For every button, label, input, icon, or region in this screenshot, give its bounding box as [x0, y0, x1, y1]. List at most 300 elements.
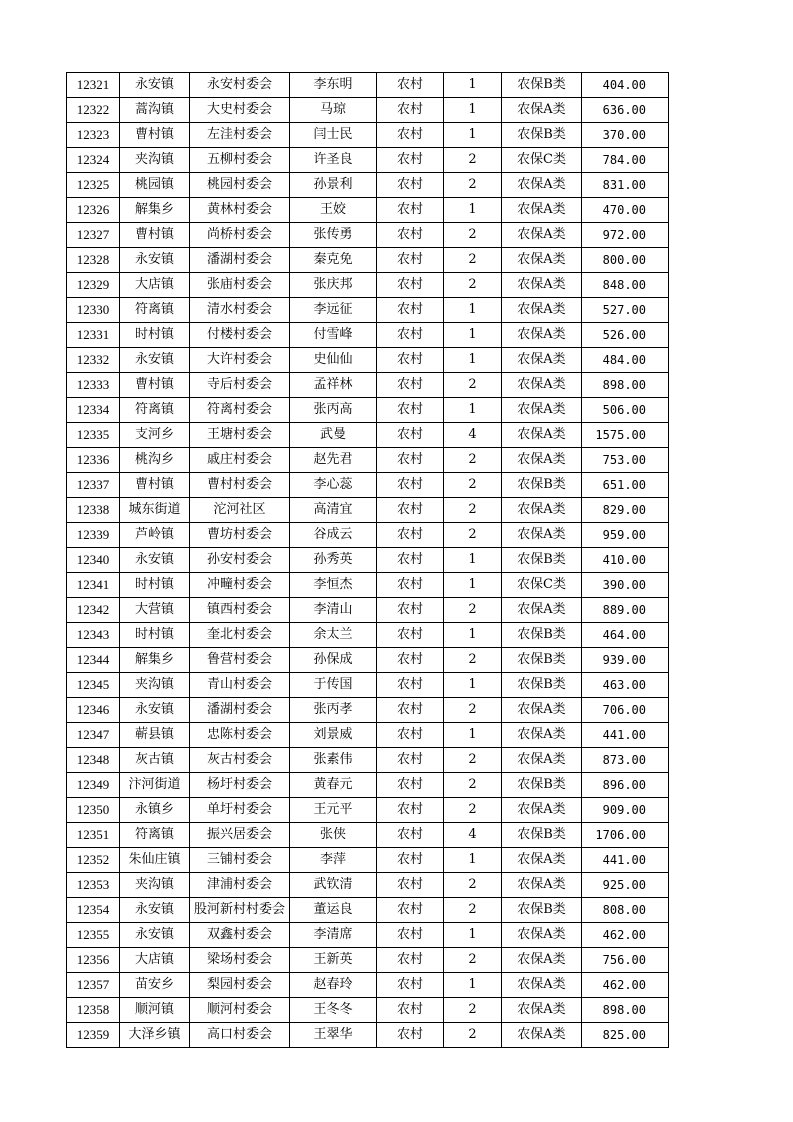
- village-committee-cell: 永安村委会: [190, 73, 290, 98]
- person-name-cell: 孙秀英: [290, 548, 377, 573]
- household-count-cell: 2: [444, 798, 502, 823]
- area-type-cell: 农村: [377, 198, 444, 223]
- row-id-cell: 12340: [67, 548, 120, 573]
- household-count-cell: 2: [444, 523, 502, 548]
- person-name-cell: 王姣: [290, 198, 377, 223]
- village-committee-cell: 梁场村委会: [190, 948, 290, 973]
- table-row: [67, 973, 669, 998]
- village-committee-cell: 戚庄村委会: [190, 448, 290, 473]
- village-committee-cell: 杨圩村委会: [190, 773, 290, 798]
- insurance-category-cell: 农保A类: [502, 598, 582, 623]
- row-id-cell: 12352: [67, 848, 120, 873]
- town-cell: 夹沟镇: [120, 873, 190, 898]
- town-cell: 汴河街道: [120, 773, 190, 798]
- row-id-cell: 12348: [67, 748, 120, 773]
- table-row: [67, 698, 669, 723]
- table-row: [67, 798, 669, 823]
- amount-cell: 825.00: [582, 1023, 669, 1048]
- area-type-cell: 农村: [377, 673, 444, 698]
- town-cell: 符离镇: [120, 398, 190, 423]
- area-type-cell: 农村: [377, 423, 444, 448]
- household-count-cell: 2: [444, 248, 502, 273]
- amount-cell: 470.00: [582, 198, 669, 223]
- person-name-cell: 李清山: [290, 598, 377, 623]
- town-cell: 符离镇: [120, 298, 190, 323]
- household-count-cell: 2: [444, 273, 502, 298]
- household-count-cell: 2: [444, 748, 502, 773]
- person-name-cell: 马琼: [290, 98, 377, 123]
- table-row: [67, 323, 669, 348]
- area-type-cell: 农村: [377, 448, 444, 473]
- row-id-cell: 12343: [67, 623, 120, 648]
- amount-cell: 972.00: [582, 223, 669, 248]
- insurance-category-cell: 农保C类: [502, 573, 582, 598]
- village-committee-cell: 付楼村委会: [190, 323, 290, 348]
- town-cell: 永镇乡: [120, 798, 190, 823]
- amount-cell: 808.00: [582, 898, 669, 923]
- village-committee-cell: 镇西村委会: [190, 598, 290, 623]
- village-committee-cell: 沱河社区: [190, 498, 290, 523]
- insurance-category-cell: 农保B类: [502, 898, 582, 923]
- insurance-category-cell: 农保B类: [502, 673, 582, 698]
- insurance-category-cell: 农保A类: [502, 923, 582, 948]
- table-row: [67, 473, 669, 498]
- amount-cell: 939.00: [582, 648, 669, 673]
- table-row: [67, 123, 669, 148]
- village-committee-cell: 股河新村村委会: [190, 898, 290, 923]
- town-cell: 曹村镇: [120, 373, 190, 398]
- area-type-cell: 农村: [377, 223, 444, 248]
- area-type-cell: 农村: [377, 898, 444, 923]
- row-id-cell: 12322: [67, 98, 120, 123]
- table-row: [67, 898, 669, 923]
- village-committee-cell: 桃园村委会: [190, 173, 290, 198]
- row-id-cell: 12354: [67, 898, 120, 923]
- town-cell: 夹沟镇: [120, 148, 190, 173]
- insurance-category-cell: 农保B类: [502, 648, 582, 673]
- table-row: [67, 148, 669, 173]
- town-cell: 永安镇: [120, 248, 190, 273]
- insurance-category-cell: 农保A类: [502, 248, 582, 273]
- area-type-cell: 农村: [377, 748, 444, 773]
- insurance-category-cell: 农保A类: [502, 798, 582, 823]
- person-name-cell: 赵先君: [290, 448, 377, 473]
- row-id-cell: 12324: [67, 148, 120, 173]
- person-name-cell: 王冬冬: [290, 998, 377, 1023]
- area-type-cell: 农村: [377, 498, 444, 523]
- row-id-cell: 12333: [67, 373, 120, 398]
- household-count-cell: 2: [444, 173, 502, 198]
- amount-cell: 390.00: [582, 573, 669, 598]
- amount-cell: 959.00: [582, 523, 669, 548]
- table-row: [67, 723, 669, 748]
- insurance-category-cell: 农保A类: [502, 973, 582, 998]
- amount-cell: 527.00: [582, 298, 669, 323]
- person-name-cell: 董运良: [290, 898, 377, 923]
- table-row: [67, 348, 669, 373]
- household-count-cell: 1: [444, 98, 502, 123]
- amount-cell: 441.00: [582, 723, 669, 748]
- town-cell: 大营镇: [120, 598, 190, 623]
- amount-cell: 829.00: [582, 498, 669, 523]
- person-name-cell: 闫士民: [290, 123, 377, 148]
- insurance-category-cell: 农保A类: [502, 748, 582, 773]
- insurance-category-cell: 农保B类: [502, 548, 582, 573]
- amount-cell: 896.00: [582, 773, 669, 798]
- amount-cell: 370.00: [582, 123, 669, 148]
- household-count-cell: 4: [444, 823, 502, 848]
- area-type-cell: 农村: [377, 323, 444, 348]
- records-body: [67, 73, 669, 1048]
- household-count-cell: 2: [444, 148, 502, 173]
- table-row: [67, 523, 669, 548]
- table-row: [67, 923, 669, 948]
- town-cell: 顺河镇: [120, 998, 190, 1023]
- town-cell: 解集乡: [120, 198, 190, 223]
- area-type-cell: 农村: [377, 123, 444, 148]
- town-cell: 曹村镇: [120, 223, 190, 248]
- area-type-cell: 农村: [377, 473, 444, 498]
- row-id-cell: 12330: [67, 298, 120, 323]
- household-count-cell: 1: [444, 198, 502, 223]
- insurance-category-cell: 农保A类: [502, 998, 582, 1023]
- household-count-cell: 2: [444, 473, 502, 498]
- row-id-cell: 12355: [67, 923, 120, 948]
- person-name-cell: 李清席: [290, 923, 377, 948]
- insurance-category-cell: 农保A类: [502, 273, 582, 298]
- person-name-cell: 武曼: [290, 423, 377, 448]
- village-committee-cell: 黄林村委会: [190, 198, 290, 223]
- insurance-category-cell: 农保A类: [502, 98, 582, 123]
- insurance-category-cell: 农保A类: [502, 173, 582, 198]
- area-type-cell: 农村: [377, 698, 444, 723]
- amount-cell: 1706.00: [582, 823, 669, 848]
- village-committee-cell: 寺后村委会: [190, 373, 290, 398]
- area-type-cell: 农村: [377, 398, 444, 423]
- row-id-cell: 12357: [67, 973, 120, 998]
- village-committee-cell: 左洼村委会: [190, 123, 290, 148]
- person-name-cell: 赵春玲: [290, 973, 377, 998]
- insurance-category-cell: 农保A类: [502, 948, 582, 973]
- table-row: [67, 223, 669, 248]
- area-type-cell: 农村: [377, 623, 444, 648]
- insurance-category-cell: 农保A类: [502, 348, 582, 373]
- area-type-cell: 农村: [377, 573, 444, 598]
- table-row: [67, 548, 669, 573]
- area-type-cell: 农村: [377, 148, 444, 173]
- village-committee-cell: 单圩村委会: [190, 798, 290, 823]
- household-count-cell: 1: [444, 323, 502, 348]
- table-row: [67, 248, 669, 273]
- person-name-cell: 史仙仙: [290, 348, 377, 373]
- amount-cell: 410.00: [582, 548, 669, 573]
- household-count-cell: 2: [444, 948, 502, 973]
- town-cell: 灰古镇: [120, 748, 190, 773]
- person-name-cell: 谷成云: [290, 523, 377, 548]
- insurance-category-cell: 农保A类: [502, 323, 582, 348]
- row-id-cell: 12328: [67, 248, 120, 273]
- town-cell: 城东街道: [120, 498, 190, 523]
- table-row: [67, 398, 669, 423]
- table-row: [67, 748, 669, 773]
- village-committee-cell: 尚桥村委会: [190, 223, 290, 248]
- village-committee-cell: 顺河村委会: [190, 998, 290, 1023]
- table-row: [67, 573, 669, 598]
- household-count-cell: 2: [444, 898, 502, 923]
- table-row: [67, 273, 669, 298]
- row-id-cell: 12356: [67, 948, 120, 973]
- insurance-category-cell: 农保A类: [502, 723, 582, 748]
- table-row: [67, 773, 669, 798]
- person-name-cell: 张素伟: [290, 748, 377, 773]
- person-name-cell: 张丙孝: [290, 698, 377, 723]
- insurance-category-cell: 农保A类: [502, 198, 582, 223]
- amount-cell: 925.00: [582, 873, 669, 898]
- row-id-cell: 12337: [67, 473, 120, 498]
- insurance-category-cell: 农保C类: [502, 148, 582, 173]
- amount-cell: 873.00: [582, 748, 669, 773]
- row-id-cell: 12331: [67, 323, 120, 348]
- town-cell: 大泽乡镇: [120, 1023, 190, 1048]
- insurance-category-cell: 农保A类: [502, 373, 582, 398]
- table-row: [67, 598, 669, 623]
- household-count-cell: 1: [444, 548, 502, 573]
- insurance-category-cell: 农保A类: [502, 848, 582, 873]
- person-name-cell: 张传勇: [290, 223, 377, 248]
- row-id-cell: 12346: [67, 698, 120, 723]
- person-name-cell: 孟祥林: [290, 373, 377, 398]
- area-type-cell: 农村: [377, 598, 444, 623]
- town-cell: 时村镇: [120, 323, 190, 348]
- village-committee-cell: 冲疃村委会: [190, 573, 290, 598]
- insurance-category-cell: 农保A类: [502, 873, 582, 898]
- village-committee-cell: 孙安村委会: [190, 548, 290, 573]
- area-type-cell: 农村: [377, 848, 444, 873]
- table-row: [67, 998, 669, 1023]
- town-cell: 永安镇: [120, 923, 190, 948]
- insurance-category-cell: 农保B类: [502, 473, 582, 498]
- person-name-cell: 刘景威: [290, 723, 377, 748]
- amount-cell: 404.00: [582, 73, 669, 98]
- table-row: [67, 823, 669, 848]
- village-committee-cell: 梨园村委会: [190, 973, 290, 998]
- amount-cell: 464.00: [582, 623, 669, 648]
- area-type-cell: 农村: [377, 273, 444, 298]
- table-row: [67, 648, 669, 673]
- town-cell: 桃园镇: [120, 173, 190, 198]
- household-count-cell: 2: [444, 223, 502, 248]
- row-id-cell: 12325: [67, 173, 120, 198]
- area-type-cell: 农村: [377, 1023, 444, 1048]
- area-type-cell: 农村: [377, 873, 444, 898]
- household-count-cell: 1: [444, 848, 502, 873]
- village-committee-cell: 三铺村委会: [190, 848, 290, 873]
- row-id-cell: 12359: [67, 1023, 120, 1048]
- insurance-category-cell: 农保A类: [502, 423, 582, 448]
- insurance-category-cell: 农保B类: [502, 73, 582, 98]
- row-id-cell: 12342: [67, 598, 120, 623]
- village-committee-cell: 鲁营村委会: [190, 648, 290, 673]
- area-type-cell: 农村: [377, 648, 444, 673]
- table-row: [67, 848, 669, 873]
- area-type-cell: 农村: [377, 998, 444, 1023]
- insurance-category-cell: 农保A类: [502, 1023, 582, 1048]
- household-count-cell: 1: [444, 123, 502, 148]
- insurance-category-cell: 农保A类: [502, 298, 582, 323]
- household-count-cell: 1: [444, 298, 502, 323]
- area-type-cell: 农村: [377, 298, 444, 323]
- row-id-cell: 12345: [67, 673, 120, 698]
- table-row: [67, 373, 669, 398]
- row-id-cell: 12329: [67, 273, 120, 298]
- town-cell: 符离镇: [120, 823, 190, 848]
- amount-cell: 651.00: [582, 473, 669, 498]
- village-committee-cell: 潘湖村委会: [190, 698, 290, 723]
- insurance-category-cell: 农保A类: [502, 523, 582, 548]
- row-id-cell: 12327: [67, 223, 120, 248]
- area-type-cell: 农村: [377, 73, 444, 98]
- row-id-cell: 12321: [67, 73, 120, 98]
- household-count-cell: 1: [444, 673, 502, 698]
- amount-cell: 526.00: [582, 323, 669, 348]
- household-count-cell: 2: [444, 448, 502, 473]
- table-row: [67, 98, 669, 123]
- person-name-cell: 李恒杰: [290, 573, 377, 598]
- table-row: [67, 298, 669, 323]
- amount-cell: 441.00: [582, 848, 669, 873]
- household-count-cell: 1: [444, 573, 502, 598]
- row-id-cell: 12358: [67, 998, 120, 1023]
- table-row: [67, 873, 669, 898]
- town-cell: 夹沟镇: [120, 673, 190, 698]
- household-count-cell: 1: [444, 723, 502, 748]
- village-committee-cell: 奎北村委会: [190, 623, 290, 648]
- records-table: [66, 72, 669, 1048]
- area-type-cell: 农村: [377, 348, 444, 373]
- insurance-category-cell: 农保B类: [502, 123, 582, 148]
- area-type-cell: 农村: [377, 823, 444, 848]
- household-count-cell: 2: [444, 698, 502, 723]
- table-row: [67, 198, 669, 223]
- area-type-cell: 农村: [377, 773, 444, 798]
- village-committee-cell: 振兴居委会: [190, 823, 290, 848]
- village-committee-cell: 潘湖村委会: [190, 248, 290, 273]
- area-type-cell: 农村: [377, 923, 444, 948]
- household-count-cell: 2: [444, 873, 502, 898]
- town-cell: 曹村镇: [120, 123, 190, 148]
- amount-cell: 462.00: [582, 923, 669, 948]
- village-committee-cell: 张庙村委会: [190, 273, 290, 298]
- person-name-cell: 秦克免: [290, 248, 377, 273]
- household-count-cell: 1: [444, 73, 502, 98]
- row-id-cell: 12326: [67, 198, 120, 223]
- town-cell: 永安镇: [120, 348, 190, 373]
- town-cell: 永安镇: [120, 898, 190, 923]
- amount-cell: 462.00: [582, 973, 669, 998]
- area-type-cell: 农村: [377, 973, 444, 998]
- amount-cell: 1575.00: [582, 423, 669, 448]
- village-committee-cell: 双鑫村委会: [190, 923, 290, 948]
- town-cell: 时村镇: [120, 573, 190, 598]
- household-count-cell: 1: [444, 923, 502, 948]
- row-id-cell: 12323: [67, 123, 120, 148]
- town-cell: 芦岭镇: [120, 523, 190, 548]
- household-count-cell: 2: [444, 498, 502, 523]
- amount-cell: 706.00: [582, 698, 669, 723]
- area-type-cell: 农村: [377, 798, 444, 823]
- person-name-cell: 张庆邦: [290, 273, 377, 298]
- row-id-cell: 12353: [67, 873, 120, 898]
- person-name-cell: 李远征: [290, 298, 377, 323]
- table-row: [67, 673, 669, 698]
- person-name-cell: 黄春元: [290, 773, 377, 798]
- person-name-cell: 王元平: [290, 798, 377, 823]
- town-cell: 永安镇: [120, 73, 190, 98]
- person-name-cell: 李东明: [290, 73, 377, 98]
- village-committee-cell: 津浦村委会: [190, 873, 290, 898]
- town-cell: 大店镇: [120, 948, 190, 973]
- person-name-cell: 孙景利: [290, 173, 377, 198]
- table-row: [67, 1023, 669, 1048]
- insurance-category-cell: 农保A类: [502, 498, 582, 523]
- amount-cell: 800.00: [582, 248, 669, 273]
- town-cell: 曹村镇: [120, 473, 190, 498]
- town-cell: 永安镇: [120, 698, 190, 723]
- village-committee-cell: 曹坊村委会: [190, 523, 290, 548]
- person-name-cell: 高清宜: [290, 498, 377, 523]
- person-name-cell: 孙保成: [290, 648, 377, 673]
- person-name-cell: 许圣良: [290, 148, 377, 173]
- amount-cell: 636.00: [582, 98, 669, 123]
- amount-cell: 898.00: [582, 373, 669, 398]
- village-committee-cell: 五柳村委会: [190, 148, 290, 173]
- person-name-cell: 李萍: [290, 848, 377, 873]
- table-row: [67, 448, 669, 473]
- table-row: [67, 948, 669, 973]
- person-name-cell: 王新英: [290, 948, 377, 973]
- amount-cell: 753.00: [582, 448, 669, 473]
- village-committee-cell: 青山村委会: [190, 673, 290, 698]
- row-id-cell: 12347: [67, 723, 120, 748]
- village-committee-cell: 忠陈村委会: [190, 723, 290, 748]
- village-committee-cell: 大许村委会: [190, 348, 290, 373]
- area-type-cell: 农村: [377, 248, 444, 273]
- row-id-cell: 12341: [67, 573, 120, 598]
- amount-cell: 506.00: [582, 398, 669, 423]
- insurance-category-cell: 农保A类: [502, 698, 582, 723]
- household-count-cell: 1: [444, 623, 502, 648]
- person-name-cell: 武钦清: [290, 873, 377, 898]
- town-cell: 解集乡: [120, 648, 190, 673]
- town-cell: 蕲县镇: [120, 723, 190, 748]
- area-type-cell: 农村: [377, 523, 444, 548]
- village-committee-cell: 清水村委会: [190, 298, 290, 323]
- town-cell: 朱仙庄镇: [120, 848, 190, 873]
- area-type-cell: 农村: [377, 548, 444, 573]
- row-id-cell: 12335: [67, 423, 120, 448]
- person-name-cell: 李心蕊: [290, 473, 377, 498]
- person-name-cell: 于传国: [290, 673, 377, 698]
- row-id-cell: 12334: [67, 398, 120, 423]
- amount-cell: 784.00: [582, 148, 669, 173]
- row-id-cell: 12336: [67, 448, 120, 473]
- town-cell: 时村镇: [120, 623, 190, 648]
- village-committee-cell: 王塘村委会: [190, 423, 290, 448]
- table-row: [67, 623, 669, 648]
- amount-cell: 831.00: [582, 173, 669, 198]
- row-id-cell: 12350: [67, 798, 120, 823]
- area-type-cell: 农村: [377, 948, 444, 973]
